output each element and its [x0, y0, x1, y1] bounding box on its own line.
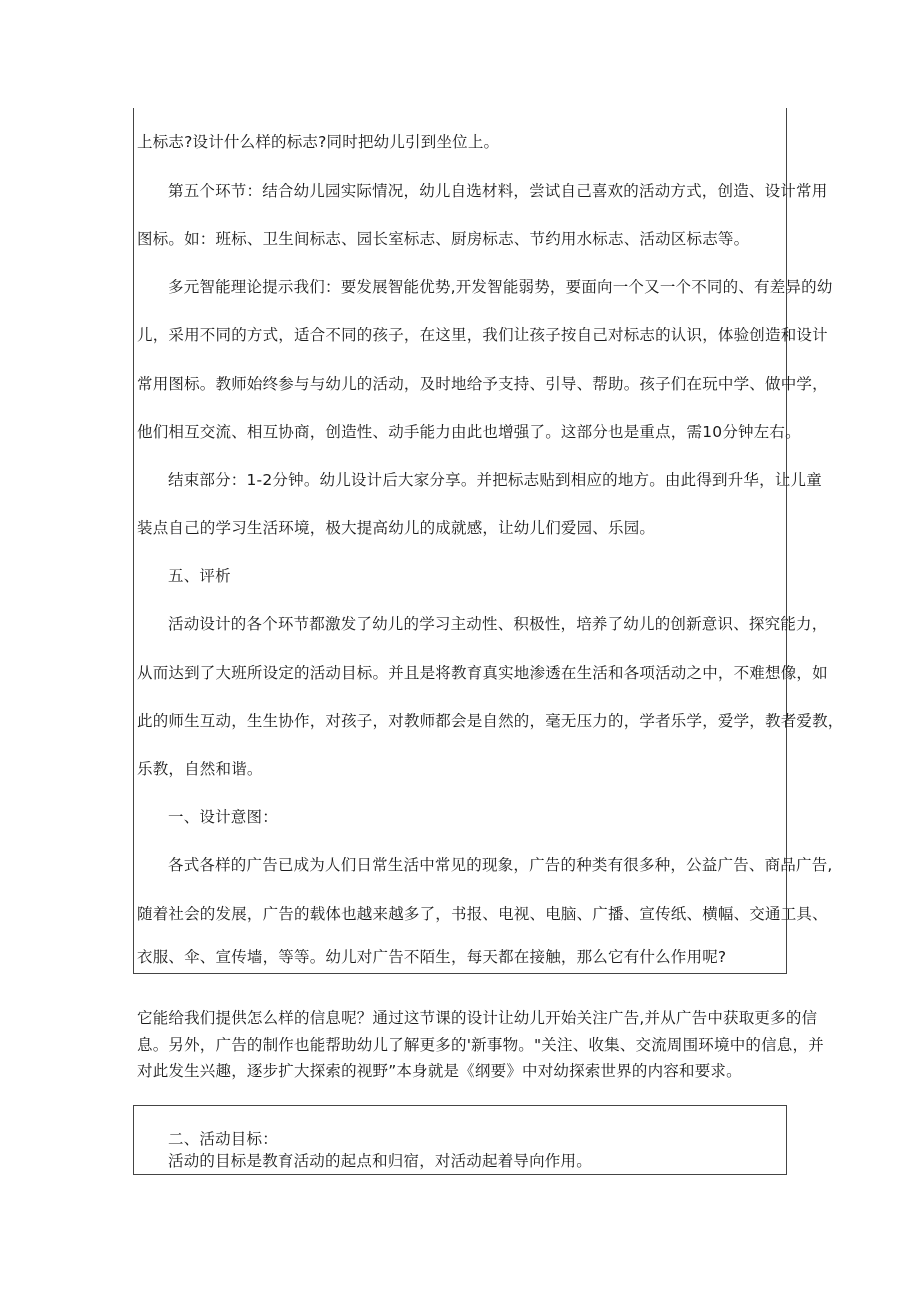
- text-line: 乐教，自然和谐。: [137, 760, 263, 778]
- text-line: 各式各样的广告已成为人们日常生活中常见的现象，广告的种类有很多种，公益广告、商品广告,: [168, 856, 833, 874]
- text-line: 多元智能理论提示我们：要发展智能优势,开发智能弱势，要面向一个又一个不同的、有差异的幼: [168, 278, 833, 296]
- text-line: 活动设计的各个环节都激发了幼儿的学习主动性、积极性，培养了幼儿的创新意识、探究能力，: [168, 615, 828, 633]
- text-line: 此的师生互动，生生协作，对孩子，对教师都会是自然的，毫无压力的，学者乐学，爱学，教者爱教，: [137, 712, 844, 730]
- text-line: 息。另外，广告的制作也能帮助幼儿了解更多的'新事物。"关注、收集、交流周围环境中的信息，并: [137, 1036, 824, 1054]
- text-line: 随着社会的发展，广告的载体也越来越多了，书报、电视、电脑、广播、宣传纸、横幅、交通工具、: [137, 905, 828, 923]
- text-line: 常用图标。教师始终参与与幼儿的活动，及时地给予支持、引导、帮助。孩子们在玩中学、做中学，: [137, 375, 828, 393]
- text-line: 上标志?设计什么样的标志?同时把幼儿引到坐位上。: [137, 133, 500, 151]
- text-line: 第五个环节：结合幼儿园实际情况，幼儿自选材料，尝试自己喜欢的活动方式，创造、设计常用: [168, 182, 828, 200]
- section-heading: 五、评析: [168, 567, 231, 585]
- text-line: 对此发生兴趣，逐步扩大探索的视野”本身就是《纲要》中对幼探索世界的内容和要求。: [137, 1062, 742, 1080]
- text-line: 衣服、伞、宣传墙，等等。幼儿对广告不陌生，每天都在接触，那么它有什么作用呢?: [137, 948, 727, 966]
- section-heading: 二、活动目标：: [168, 1130, 278, 1148]
- text-line: 他们相互交流、相互协商，创造性、动手能力由此也增强了。这部分也是重点，需10分钟左右。: [137, 423, 801, 441]
- section-heading: 一、设计意图：: [168, 808, 278, 826]
- text-line: 图标。如：班标、卫生间标志、园长室标志、厨房标志、节约用水标志、活动区标志等。: [137, 230, 750, 248]
- text-line: 活动的目标是教育活动的起点和归宿，对活动起着导向作用。: [168, 1152, 592, 1170]
- text-line: 儿，采用不同的方式，适合不同的孩子，在这里，我们让孩子按自己对标志的认识，体验创造和设计: [137, 326, 828, 344]
- text-line: 它能给我们提供怎么样的信息呢？通过这节课的设计让幼儿开始关注广告,并从广告中获取更多的信: [137, 1009, 818, 1027]
- text-line: 从而达到了大班所设定的活动目标。并且是将教育真实地渗透在生活和各项活动之中，不难想像，如: [137, 664, 828, 682]
- text-line: 结束部分：1-2分钟。幼儿设计后大家分享。并把标志贴到相应的地方。由此得到升华，让儿童: [168, 471, 822, 489]
- text-line: 装点自己的学习生活环境，极大提高幼儿的成就感，让幼儿们爱园、乐园。: [137, 519, 656, 537]
